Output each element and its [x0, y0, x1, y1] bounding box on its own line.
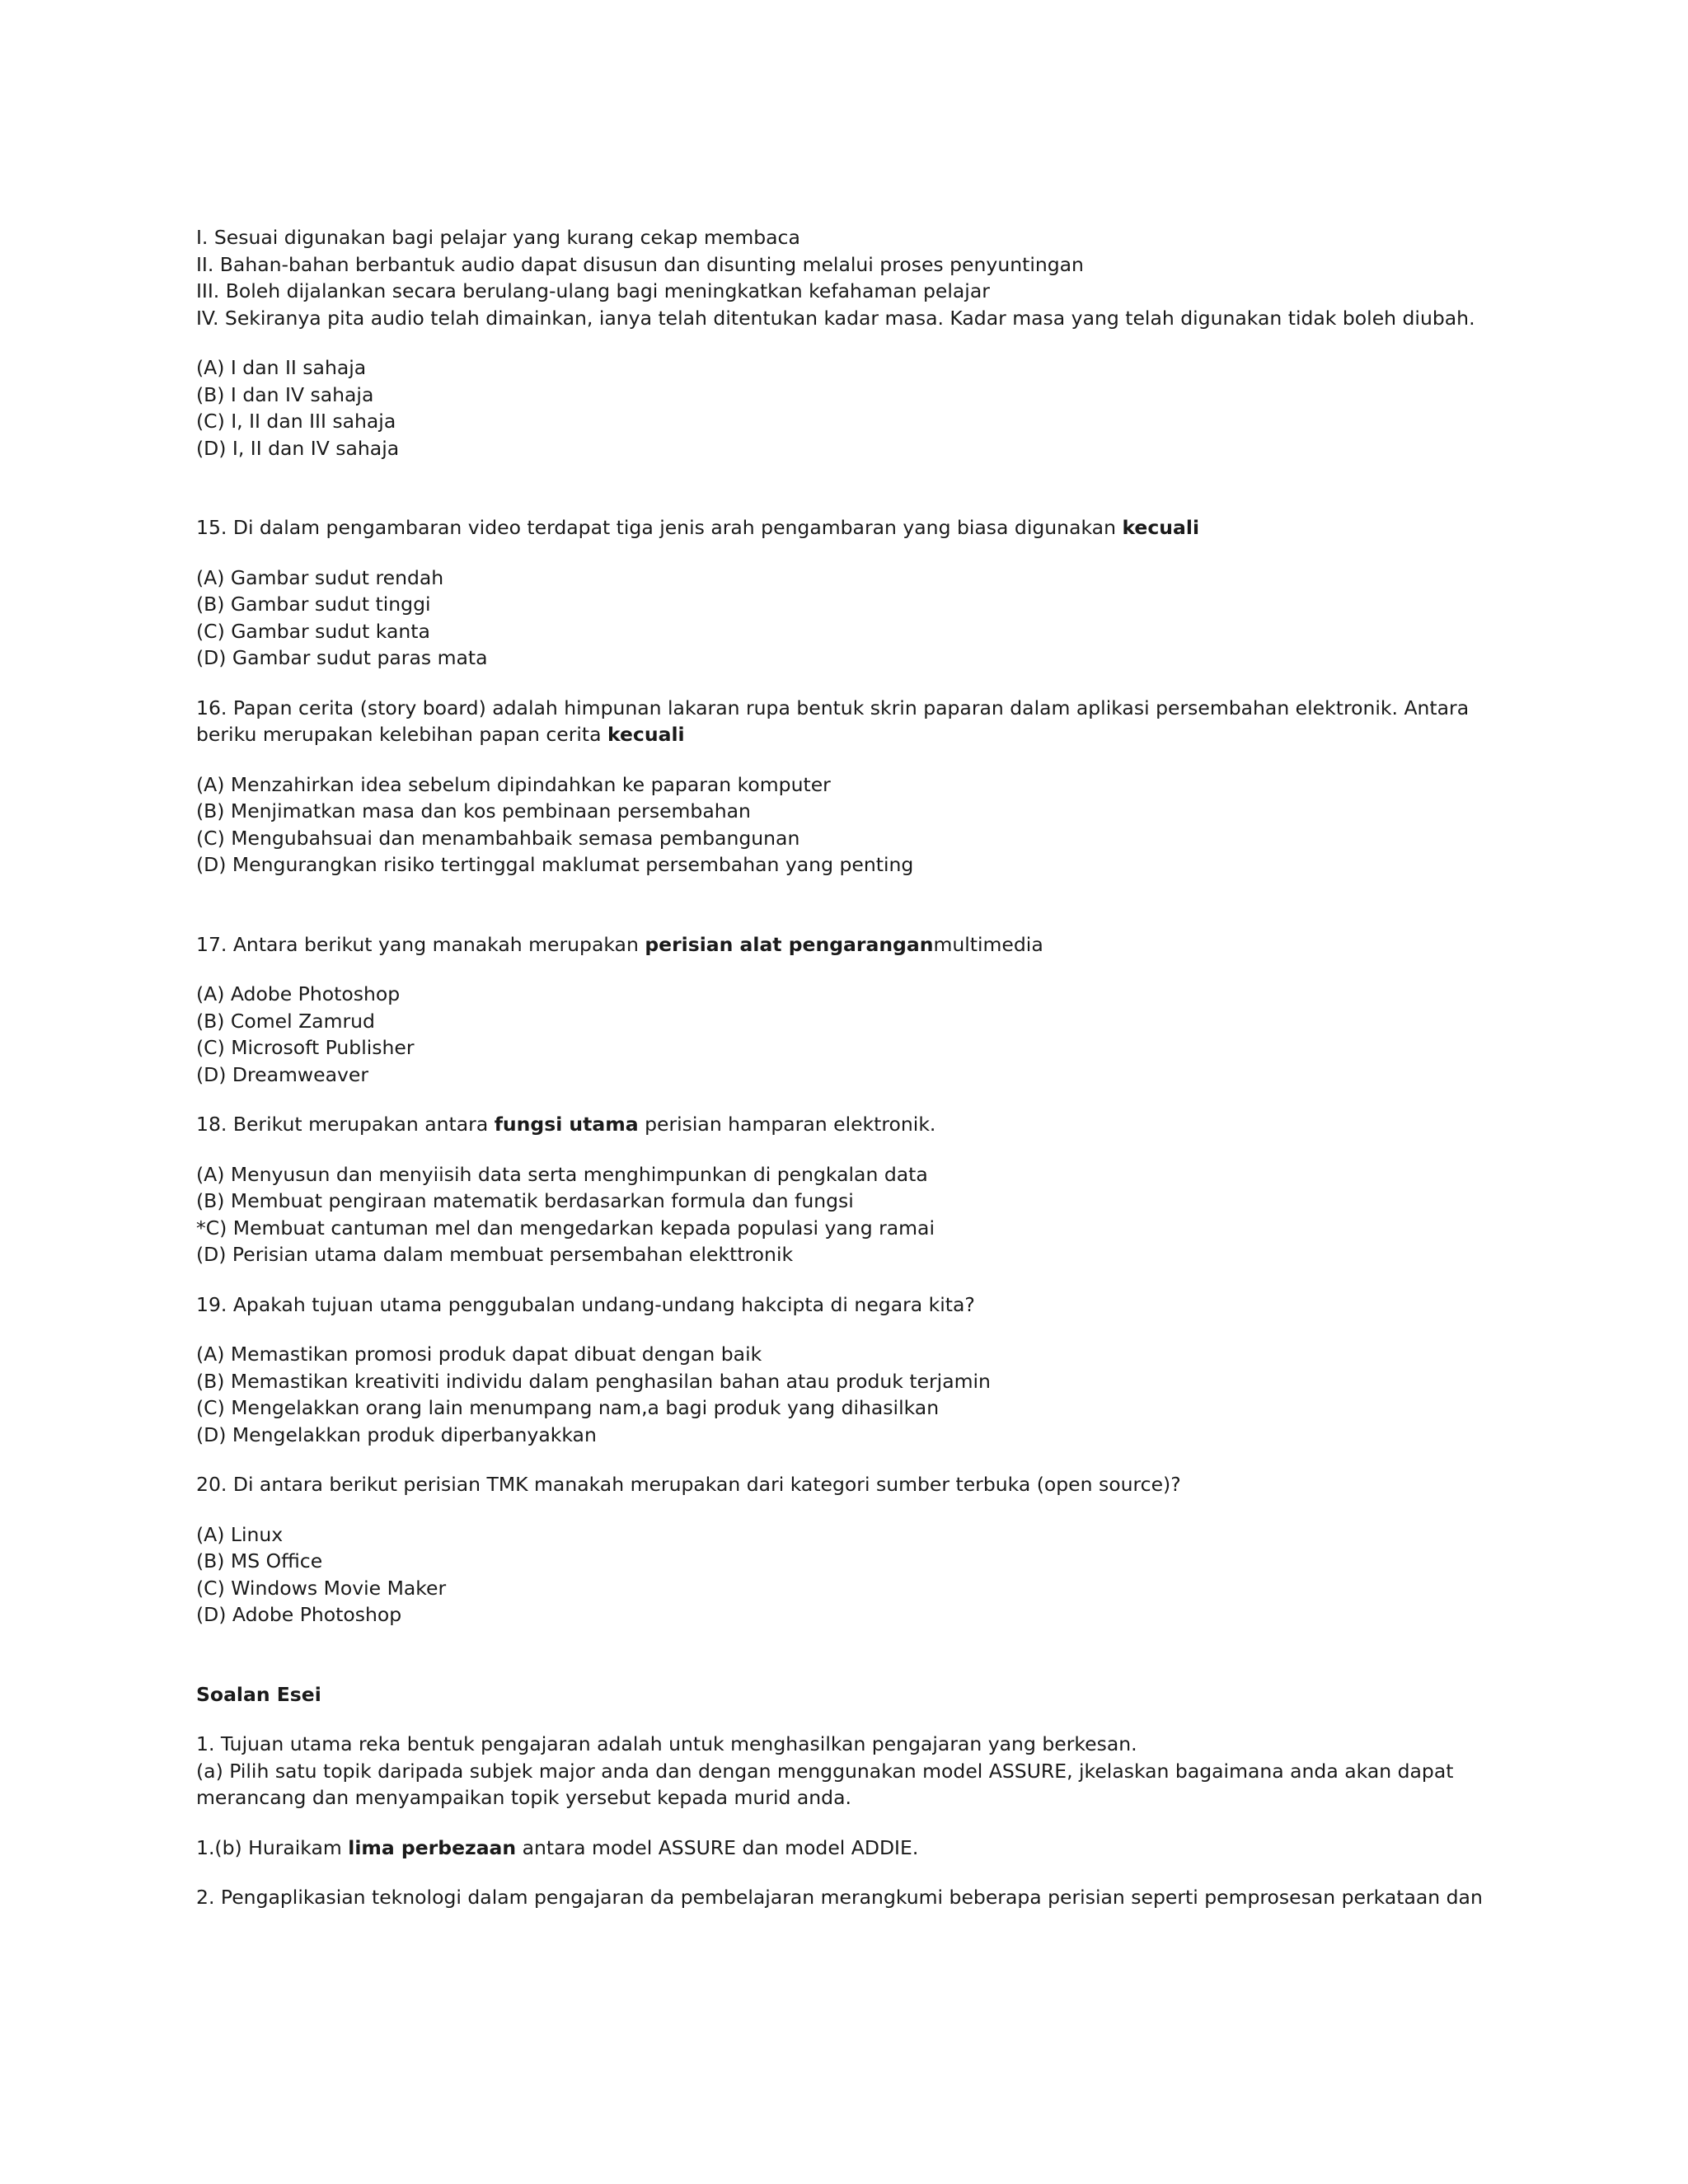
spacer	[196, 1498, 1482, 1521]
option: (D) I, II dan IV sahaja	[196, 436, 400, 460]
spacer	[196, 1318, 1482, 1341]
q17-options	[196, 981, 1482, 1088]
question-19: 19. Apakah tujuan utama penggubalan undang-undang hakcipta di negara kita?	[196, 1292, 975, 1316]
option: (D) Mengelakkan produk diperbanyakkan	[196, 1422, 597, 1446]
option: (D) Gambar sudut paras mata	[196, 646, 488, 669]
spacer	[196, 1088, 1482, 1111]
document-page	[196, 224, 1482, 1911]
option: (A) Linux	[196, 1522, 284, 1546]
essay-2: 2. Pengaplikasian teknologi dalam pengajaran da pembelajaran merangkumi beberapa perisian seperti pemprosesan perkataan dan	[196, 1886, 1483, 1909]
question-emphasis: kecuali	[1122, 516, 1200, 539]
spacer	[196, 672, 1482, 695]
option: (C) Mengelakkan orang lain menumpang nam,a bagi produk yang dihasilkan	[196, 1396, 940, 1419]
option: (C) Gambar sudut kanta	[196, 619, 430, 643]
spacer	[196, 541, 1482, 565]
option: (B) Membuat pengiraan matematik berdasarkan formula dan fungsi	[196, 1189, 854, 1212]
option: (B) MS Office	[196, 1549, 323, 1572]
spacer	[196, 462, 1482, 514]
question-text: 16. Papan cerita (story board) adalah himpunan lakaran rupa bentuk skrin paparan dalam aplikasi persembahan elektronik. Antara beriku merupakan kelebihan papan cerita	[196, 696, 1470, 746]
option: (A) Memastikan promosi produk dapat dibuat dengan baik	[196, 1343, 762, 1366]
q15-options	[196, 565, 1482, 672]
option: (D) Dreamweaver	[196, 1062, 368, 1086]
option: (B) I dan IV sahaja	[196, 382, 374, 406]
option: (A) I dan II sahaja	[196, 356, 367, 379]
question-16	[196, 695, 1482, 748]
statement: III. Boleh dijalankan secara berulang-ulang bagi meningkatkan kefahaman pelajar	[196, 279, 990, 302]
question-15	[196, 514, 1482, 541]
essay-1b	[196, 1835, 1482, 1862]
question-text-after: multimedia	[933, 932, 1043, 956]
section-heading	[196, 1681, 1482, 1708]
spacer	[196, 331, 1482, 354]
statement: II. Bahan-bahan berbantuk audio dapat disusun dan disunting melalui proses penyuntingan	[196, 252, 1084, 276]
q20-options	[196, 1521, 1482, 1629]
spacer	[196, 1708, 1482, 1731]
question-emphasis: perisian alat pengarangan	[645, 932, 934, 956]
option: *C) Membuat cantuman mel dan mengedarkan kepada populasi yang ramai	[196, 1216, 935, 1240]
spacer	[196, 1268, 1482, 1291]
option: (B) Comel Zamrud	[196, 1009, 375, 1033]
spacer	[196, 1138, 1482, 1161]
statement: IV. Sekiranya pita audio telah dimainkan, ianya telah ditentukan kadar masa. Kadar masa yang telah digunakan tidak boleh diubah.	[196, 306, 1475, 330]
option: (D) Adobe Photoshop	[196, 1603, 402, 1626]
spacer	[196, 879, 1482, 931]
option: (C) Windows Movie Maker	[196, 1576, 447, 1600]
q16-options	[196, 771, 1482, 879]
option: (C) Mengubahsuai dan menambahbaik semasa pembangunan	[196, 826, 800, 850]
option: (A) Menyusun dan menyiisih data serta menghimpunkan di pengkalan data	[196, 1162, 928, 1186]
option: (B) Gambar sudut tinggi	[196, 593, 431, 616]
spacer	[196, 1861, 1482, 1884]
question-text-after: perisian hamparan elektronik.	[638, 1113, 936, 1136]
spacer	[196, 958, 1482, 981]
option: (D) Perisian utama dalam membuat persembahan elekttronik	[196, 1243, 794, 1266]
question-emphasis: fungsi utama	[494, 1113, 639, 1136]
question-18	[196, 1111, 1482, 1138]
spacer	[196, 1448, 1482, 1471]
question-text-after: antara model ASSURE dan model ADDIE.	[516, 1835, 919, 1859]
option: (B) Menjimatkan masa dan kos pembinaan persembahan	[196, 799, 751, 823]
option: (C) Microsoft Publisher	[196, 1036, 415, 1059]
intro-statements	[196, 224, 1482, 331]
option: (A) Gambar sudut rendah	[196, 565, 444, 589]
question-text: 15. Di dalam pengambaran video terdapat tiga jenis arah pengambaran yang biasa digunakan	[196, 516, 1123, 539]
heading-text: Soalan Esei	[196, 1682, 321, 1706]
question-17	[196, 931, 1482, 958]
essay-1a: (a) Pilih satu topik daripada subjek major anda dan dengan menggunakan model ASSURE, jkelaskan bagaimana anda akan dapat merancang dan menyampaikan topik yersebut kepada murid anda.	[196, 1759, 1454, 1809]
question-20: 20. Di antara berikut perisian TMK manakah merupakan dari kategori sumber terbuka (open source)?	[196, 1473, 1181, 1496]
question-text: 17. Antara berikut yang manakah merupakan	[196, 932, 645, 956]
option: (A) Menzahirkan idea sebelum dipindahkan ke paparan komputer	[196, 772, 831, 796]
option: (C) I, II dan III sahaja	[196, 410, 396, 433]
statement: I. Sesuai digunakan bagi pelajar yang kurang cekap membaca	[196, 226, 800, 249]
question-emphasis: lima perbezaan	[348, 1835, 517, 1859]
question-text: 1.(b) Huraikam	[196, 1835, 349, 1859]
spacer	[196, 1629, 1482, 1681]
spacer	[196, 748, 1482, 771]
option: (A) Adobe Photoshop	[196, 982, 401, 1005]
spacer	[196, 1811, 1482, 1835]
option: (D) Mengurangkan risiko tertinggal maklumat persembahan yang penting	[196, 853, 914, 876]
option: (B) Memastikan kreativiti individu dalam penghasilan bahan atau produk terjamin	[196, 1369, 991, 1393]
question-text: 18. Berikut merupakan antara	[196, 1113, 495, 1136]
essay-1: 1. Tujuan utama reka bentuk pengajaran adalah untuk menghasilkan pengajaran yang berkesan.	[196, 1732, 1137, 1755]
question-emphasis: kecuali	[607, 723, 685, 746]
q19-options	[196, 1341, 1482, 1448]
intro-options	[196, 354, 1482, 462]
q18-options	[196, 1161, 1482, 1268]
